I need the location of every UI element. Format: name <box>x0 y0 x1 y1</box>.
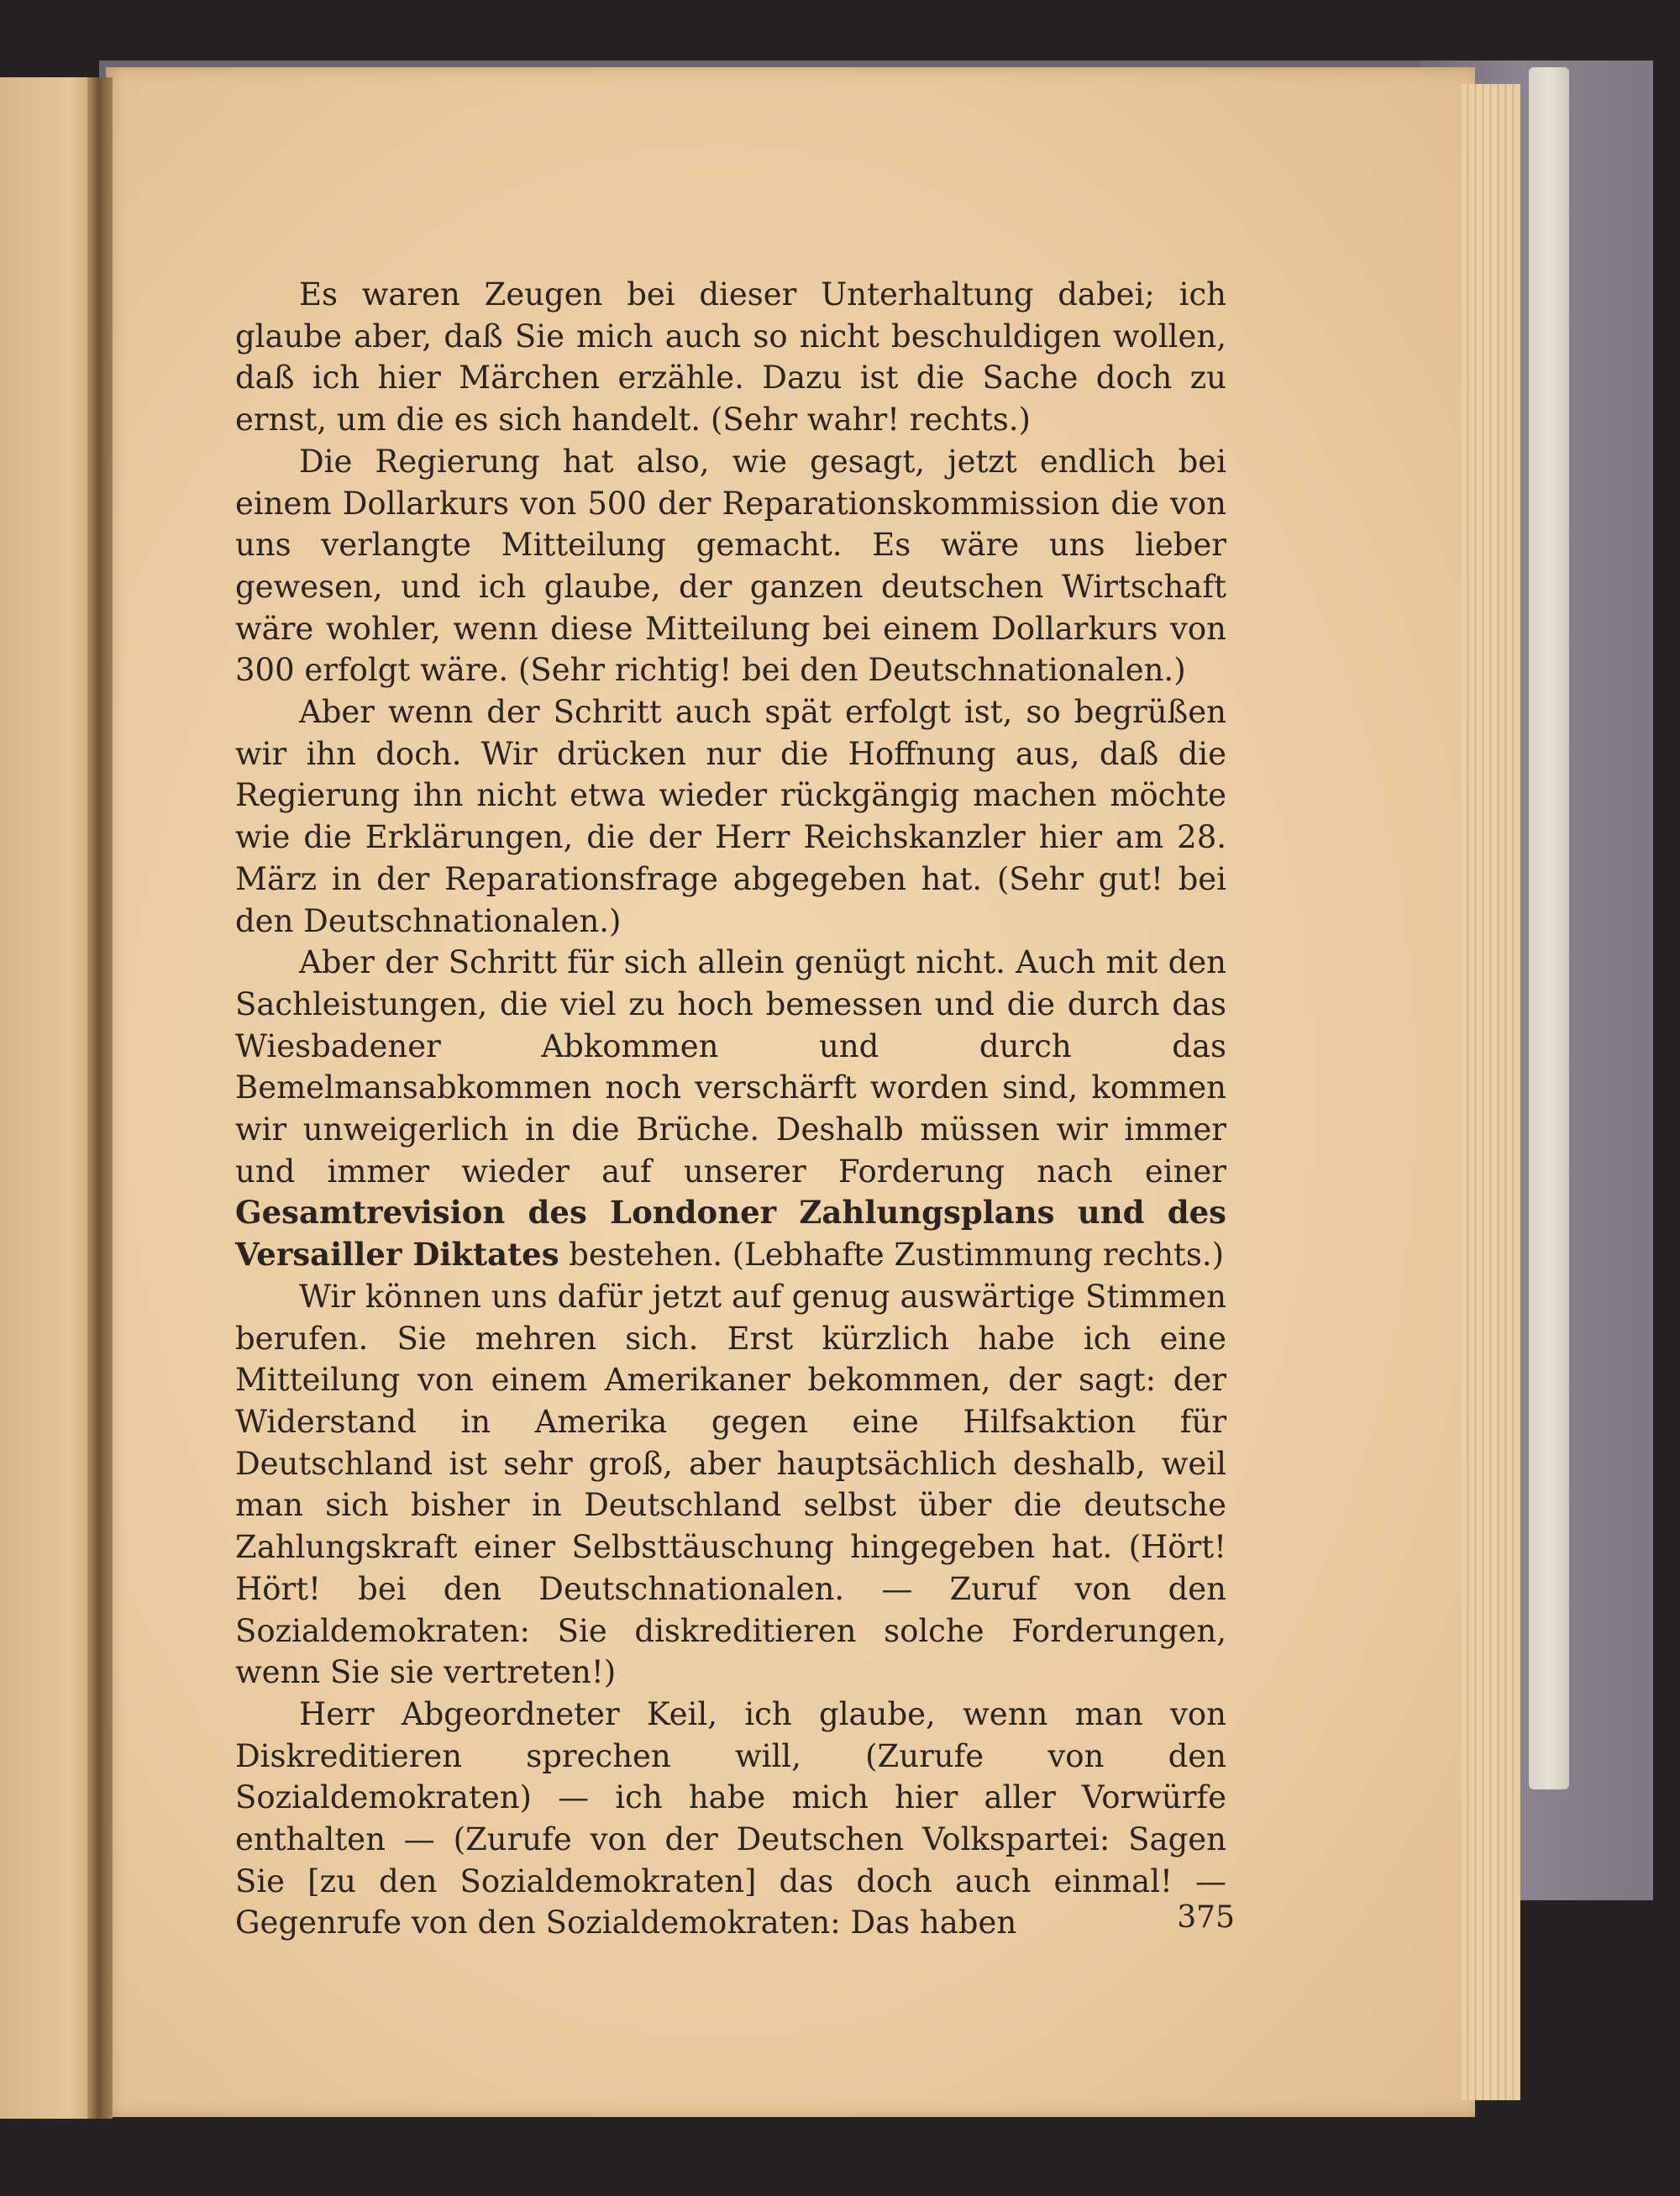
book-gutter <box>87 77 113 2119</box>
emphasized-text: Gesamtrevision des Londoner Zahlungsplans und des Versailler Diktates <box>235 1194 1226 1274</box>
paragraph: Aber wenn der Schritt auch spät erfolgt ist, so begrüßen wir ihn doch. Wir drücken nur die Hoffnung aus, daß die Regierung ihn nicht etwa wieder rückgängig machen möchte wie die Erklärungen, die der Herr Reichskanzler hier am 28. März in der Reparationsfrage abgegeben hat. (Sehr gut! bei den Deutschnationalen.) <box>235 694 1226 939</box>
paragraph: Herr Abgeordneter Keil, ich glaube, wenn man von Diskreditieren sprechen will, (Zurufe von den Sozialdemokraten) — ich habe mich hier aller Vorwürfe enthalten — (Zurufe von der Deutschen Volkspartei: Sagen Sie [zu den Sozialdemokraten] das doch auch einmal! — Gegenrufe von den Sozialdemokraten: Das haben <box>235 1695 1226 1941</box>
page-block-edges <box>1462 84 1520 2100</box>
paragraph-text: bestehen. (Lebhafte Zustimmung rechts.) <box>559 1237 1225 1274</box>
paragraph: Wir können uns dafür jetzt auf genug auswärtige Stimmen berufen. Sie mehren sich. Erst kürzlich habe ich eine Mitteilung von einem Amerikaner bekommen, der sagt: der Widerstand in Amerika gegen eine Hilfsaktion für Deutschland ist sehr groß, aber hauptsächlich deshalb, weil man sich bisher in Deutschland selbst über die deutsche Zahlungskraft einer Selbsttäuschung hingegeben hat. (Hört! Hört! bei den Deutschnationalen. — Zuruf von den Sozialdemokraten: Sie diskreditieren solche Forderungen, wenn Sie sie vertreten!) <box>235 1278 1226 1691</box>
paragraph: Die Regierung hat also, wie gesagt, jetzt endlich bei einem Dollarkurs von 500 der Reparationskommission die von uns verlangte Mitteilung gemacht. Es wäre uns lieber gewesen, und ich glaube, der ganzen deutschen Wirtschaft wäre wohler, wenn diese Mitteilung bei einem Dollarkurs von 300 erfolgt wäre. (Sehr richtig! bei den Deutschnationalen.) <box>235 443 1226 689</box>
page-number: 375 <box>1177 1900 1235 1935</box>
binding-cloth-strip <box>1529 67 1569 1789</box>
paragraph: Es waren Zeugen bei dieser Unterhaltung dabei; ich glaube aber, daß Sie mich auch so nicht beschuldigen wollen, daß ich hier Märchen erzähle. Dazu ist die Sache doch zu ernst, um die es sich handelt. (Sehr wahr! rechts.) <box>235 276 1226 439</box>
previous-page-edge <box>0 77 99 2119</box>
paragraph-text: Aber der Schritt für sich allein genügt nicht. Auch mit den Sachleistungen, die viel zu hoch bemessen und die durch das Wiesbadener Abkommen und durch das Bemelmansabkommen noch verschärft worden sind, kommen wir unweigerlich in die Brüche. Deshalb müssen wir immer und immer wieder auf unserer Forderung nach einer <box>235 944 1226 1190</box>
page-body-text <box>235 274 1226 1944</box>
paragraph <box>235 942 1226 1276</box>
